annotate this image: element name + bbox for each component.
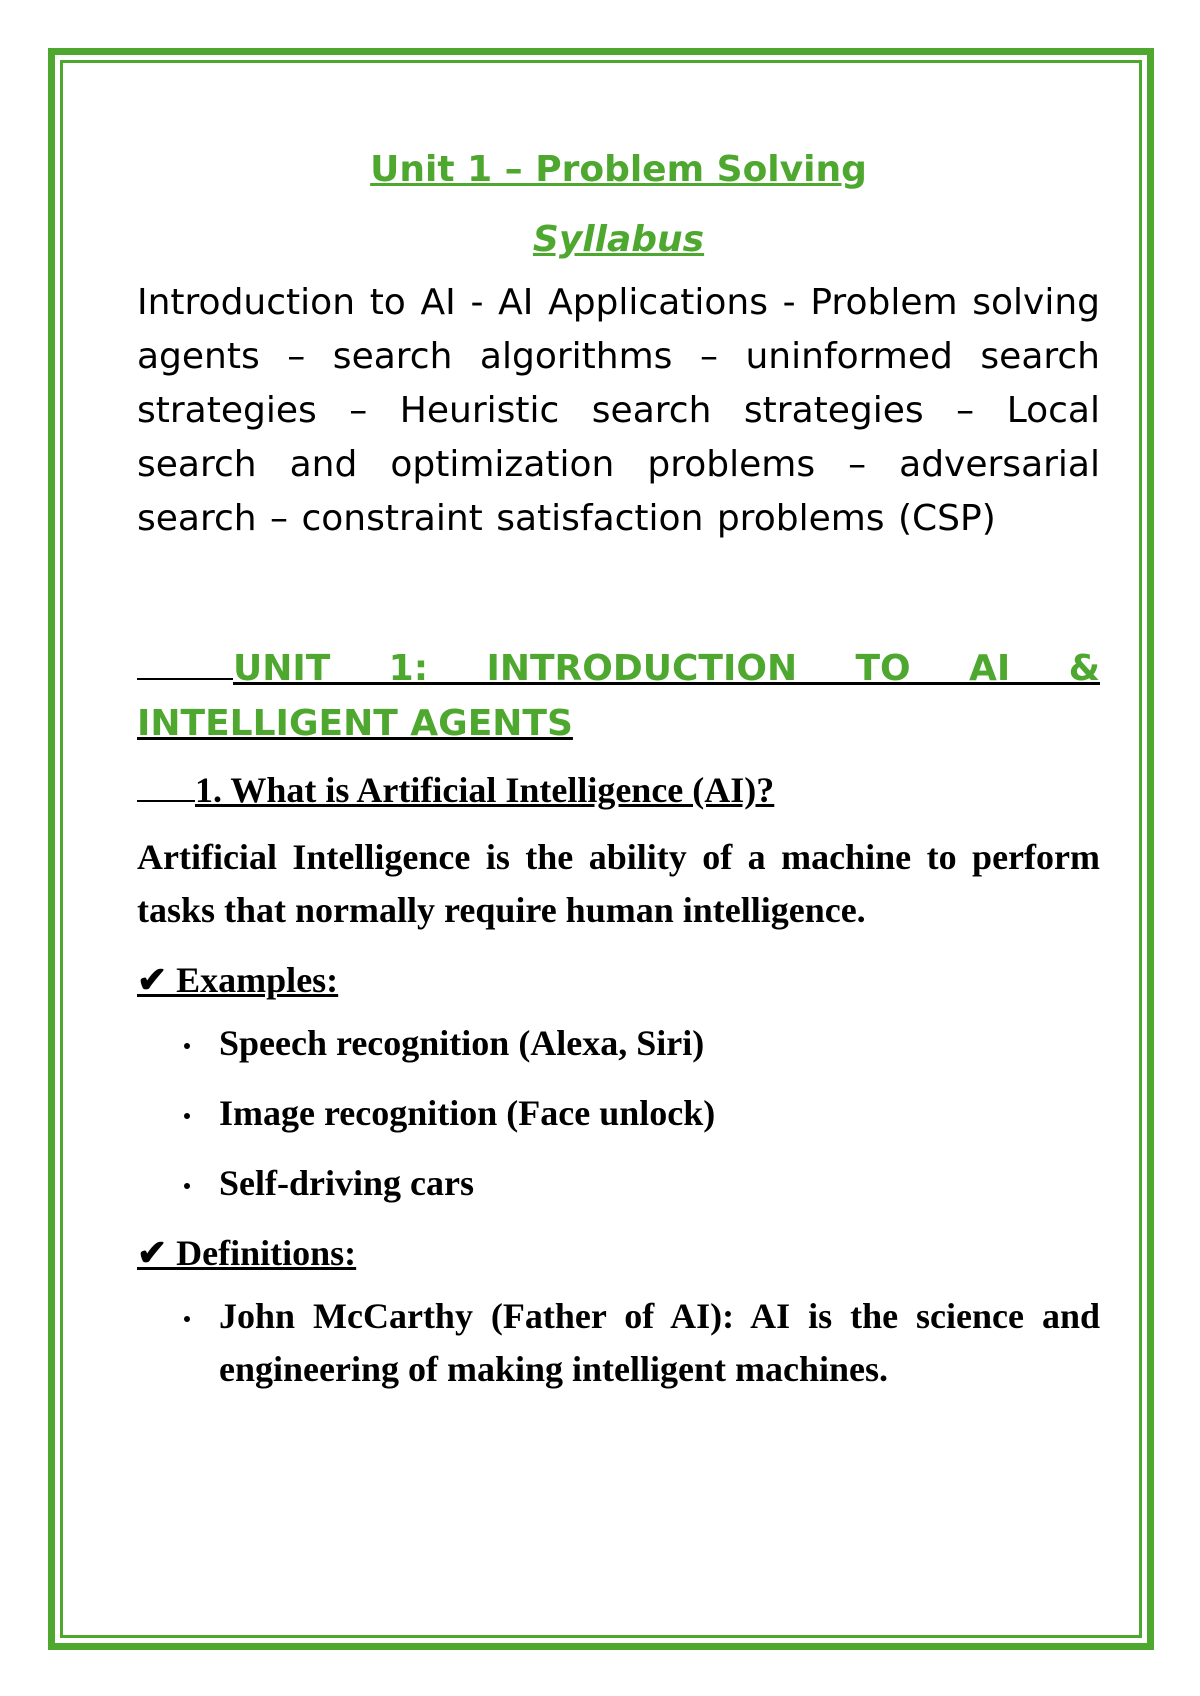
examples-heading: ✔ Examples: [137,960,339,1000]
list-item: Self-driving cars [137,1157,1100,1210]
page-subtitle: Syllabus [532,219,705,260]
examples-list [137,1017,1100,1210]
underline-lead [137,770,195,802]
definitions-list [137,1290,1100,1396]
unit-heading-text: UNIT 1: INTRODUCTION TO AI & INTELLIGENT AGENTS [137,648,1100,744]
question-heading-text: 1. What is Artificial Intelligence (AI)? [195,770,775,810]
syllabus-text: Introduction to AI - AI Applications - Problem solving agents – search algorithms – uninformed search strategies – Heuristic search strategies – Local search and optimization problems – adversarial search – constraint satisfaction problems (CSP) [137,282,1100,539]
underline-lead [137,640,233,680]
page-title: Unit 1 – Problem Solving [370,149,867,190]
unit-heading [137,640,1100,751]
definitions-heading: ✔ Definitions: [137,1233,357,1273]
question-heading [137,765,1100,815]
definition-paragraph: Artificial Intelligence is the ability of a machine to perform tasks that normally require human intelligence. [137,837,1100,930]
document-content [137,140,1100,1413]
list-item: Speech recognition (Alexa, Siri) [137,1017,1100,1070]
list-item: John McCarthy (Father of AI): AI is the science and engineering of making intelligent machines. [137,1290,1100,1396]
list-item: Image recognition (Face unlock) [137,1087,1100,1140]
